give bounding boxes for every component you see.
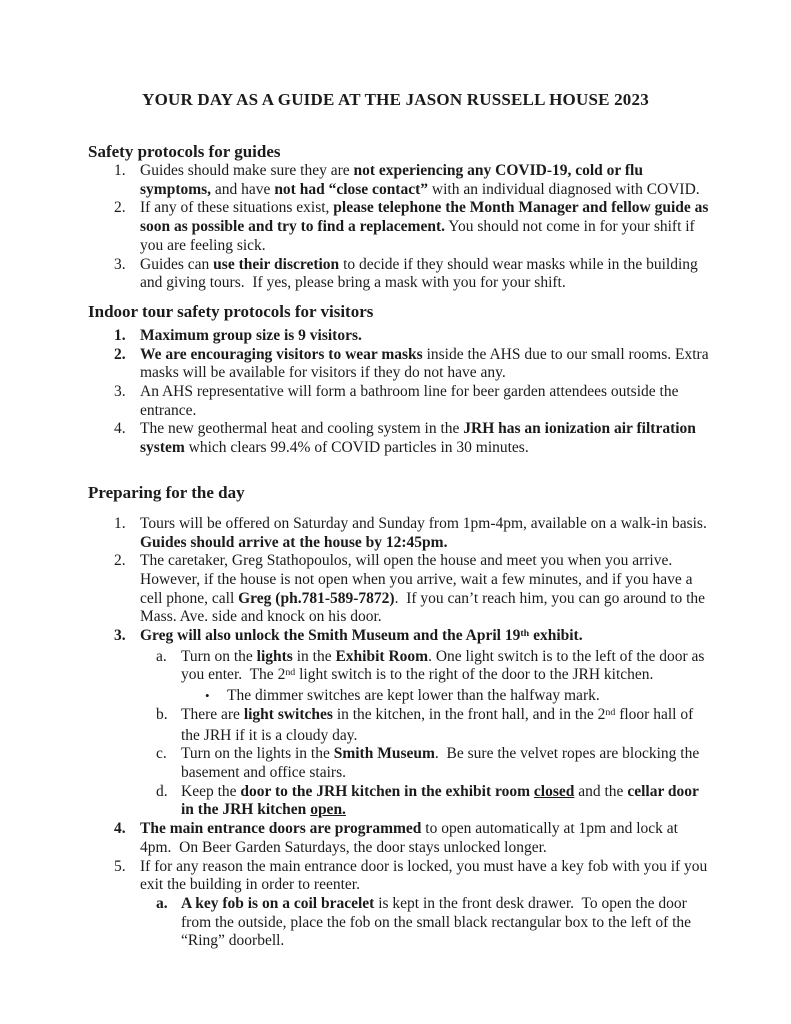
- text-run: please telephone the Month Manager and fellow guide as soon as possible and try to find a replacement.: [140, 199, 713, 236]
- text-run: The main entrance doors are programmed: [140, 820, 422, 838]
- text-run: and the: [574, 782, 628, 800]
- text-run: Guides should arrive at the house by 12:45pm.: [140, 533, 448, 551]
- list-marker: a.: [156, 894, 168, 912]
- text-run: We are encouraging visitors to wear masks: [140, 345, 423, 363]
- text-run: Guides should make sure they are: [140, 162, 354, 179]
- item-text: [140, 162, 700, 198]
- text-run: Greg will also unlock the Smith Museum and the April 19: [140, 627, 521, 645]
- document-body: [88, 142, 713, 951]
- list-item: [88, 895, 711, 951]
- list-marker: c.: [156, 745, 167, 763]
- item-text: [227, 687, 600, 704]
- item-text: [181, 895, 695, 949]
- text-run: which clears 99.4% of COVID particles in 30 minutes.: [184, 439, 529, 457]
- text-run: If any of these situations exist,: [140, 199, 334, 217]
- list-marker: 1.: [114, 162, 126, 179]
- text-run: Greg (ph.781-589-7872): [238, 589, 395, 607]
- list-marker: 4.: [114, 820, 126, 838]
- item-text: [140, 199, 712, 253]
- text-run: You should not come in for your shift if you are feeling sick.: [140, 218, 699, 254]
- text-run: inside the AHS due to our small rooms. Extra masks will be available for visitors if they do not have any.: [140, 345, 713, 382]
- list-item: [88, 256, 711, 293]
- text-run: . One light switch is to the left of the door as you enter. The 2: [181, 647, 709, 684]
- text-run: cellar door in the JRH kitchen: [181, 782, 703, 819]
- text-run: exhibit.: [529, 627, 583, 645]
- text-run: is kept in the front desk drawer. To open the door from the outside, place the fob on the small black rectangular box to the left of the “Ring” doorbell.: [181, 894, 695, 950]
- item-text: [140, 256, 702, 292]
- text-run: Guides can: [140, 255, 214, 273]
- item-text: [140, 515, 711, 551]
- text-run: in the: [292, 647, 336, 665]
- text-run: If for any reason the main entrance door is locked, you must have a key fob with you if you exit the building in order to reenter.: [140, 857, 712, 894]
- list-marker: b.: [156, 705, 168, 723]
- text-run: Exhibit Room: [335, 647, 429, 665]
- text-run: Smith Museum: [333, 745, 435, 763]
- list-item: [88, 783, 711, 820]
- item-text: [181, 706, 697, 744]
- text-run: Turn on the: [181, 647, 257, 665]
- list-marker: 1.: [114, 514, 126, 532]
- list-item: [88, 199, 711, 255]
- text-run: open.: [310, 801, 346, 819]
- section-heading: Preparing for the day: [88, 482, 245, 502]
- list-marker: 2.: [114, 199, 126, 217]
- text-run: The caretaker, Greg Stathopoulos, will open the house and meet you when you arrive. However, if the house is not open when you arrive, wait a few minutes, and if you have a cell phone, call: [140, 552, 697, 607]
- text-run: An AHS representative will form a bathroom line for beer garden attendees outside the entrance.: [140, 383, 683, 419]
- list-marker: a.: [156, 647, 167, 665]
- text-run: nd: [605, 706, 616, 718]
- text-run: in the kitchen, in the front hall, and in the 2: [332, 705, 606, 723]
- section-heading: Safety protocols for guides: [88, 142, 281, 161]
- list-item: [88, 515, 711, 552]
- text-run: . Be sure the velvet ropes are blocking the basement and office stairs.: [181, 745, 704, 781]
- section: [88, 142, 713, 293]
- section-list: [88, 162, 713, 293]
- text-run: Keep the: [181, 782, 241, 800]
- section-list: [88, 514, 712, 951]
- item-text: [140, 820, 682, 856]
- list-marker: 1.: [114, 326, 126, 344]
- bullet-marker: •: [205, 688, 210, 704]
- list-marker: 3.: [114, 627, 126, 645]
- text-run: not had “close contact”: [274, 180, 429, 198]
- list-marker: 2.: [114, 552, 126, 570]
- section-list: [88, 326, 713, 458]
- list-marker: 3.: [114, 383, 126, 401]
- list-item: [88, 745, 711, 782]
- list-item: [88, 858, 711, 895]
- list-marker: 3.: [114, 255, 126, 273]
- list-marker: 4.: [114, 420, 126, 438]
- text-run: th: [520, 627, 530, 639]
- item-text: [181, 648, 708, 684]
- text-run: door to the JRH kitchen in the exhibit room: [240, 782, 534, 800]
- section: [88, 482, 712, 951]
- list-item: [88, 162, 711, 199]
- list-item: [88, 627, 711, 648]
- text-run: to decide if they should wear masks while in the building and giving tours. If yes, please bring a mask with you for your shift.: [140, 255, 702, 292]
- item-text: [181, 783, 703, 819]
- list-item: [88, 648, 711, 687]
- text-run: The dimmer switches are kept lower than the halfway mark.: [227, 687, 600, 705]
- list-marker: 2.: [114, 345, 126, 363]
- item-text: [140, 383, 682, 419]
- text-run: Maximum group size is 9 visitors.: [140, 326, 362, 344]
- document-title: YOUR DAY AS A GUIDE AT THE JASON RUSSELL HOUSE 2023: [142, 90, 649, 109]
- list-item: [88, 820, 711, 857]
- list-item: [88, 346, 711, 383]
- list-marker: d.: [156, 782, 168, 800]
- list-item: [88, 383, 711, 420]
- text-run: nd: [285, 667, 296, 679]
- text-run: The new geothermal heat and cooling system in the: [140, 420, 464, 438]
- section: [88, 301, 713, 458]
- item-text: [140, 327, 362, 344]
- item-text: [140, 346, 712, 382]
- item-text: [140, 627, 583, 644]
- text-run: Tours will be offered on Saturday and Sunday from 1pm-4pm, available on a walk-in basis.: [140, 514, 711, 532]
- text-run: with an individual diagnosed with COVID.: [428, 180, 700, 198]
- text-run: to open automatically at 1pm and lock at 4pm. On Beer Garden Saturdays, the door stays unlocked longer.: [140, 820, 682, 856]
- text-run: light switches: [243, 705, 333, 723]
- text-run: JRH has an ionization air filtration system: [140, 420, 700, 457]
- text-run: light switch is to the right of the door to the JRH kitchen.: [295, 666, 654, 684]
- item-text: [181, 745, 703, 781]
- section-heading: Indoor tour safety protocols for visitors: [88, 301, 374, 321]
- text-run: floor hall of the JRH if it is a cloudy day.: [181, 705, 698, 744]
- text-run: . If you can’t reach him, you can go around to the Mass. Ave. side and knock on his door.: [140, 589, 709, 626]
- item-text: [140, 552, 709, 625]
- text-run: A key fob is on a coil bracelet: [181, 894, 375, 912]
- item-text: [140, 858, 711, 894]
- text-run: and have: [211, 180, 275, 198]
- list-item: [88, 552, 711, 627]
- text-run: lights: [256, 647, 293, 665]
- text-run: use their discretion: [213, 255, 340, 273]
- item-text: [140, 420, 700, 456]
- text-run: Turn on the lights in the: [181, 745, 334, 763]
- list-item: [88, 706, 711, 745]
- text-run: There are: [181, 705, 244, 723]
- list-item: [88, 327, 711, 346]
- list-item: [88, 687, 711, 706]
- list-marker: 5.: [114, 857, 126, 875]
- list-item: [88, 420, 711, 457]
- text-run: not experiencing any COVID-19, cold or flu symptoms,: [140, 162, 647, 198]
- text-run: closed: [533, 782, 575, 800]
